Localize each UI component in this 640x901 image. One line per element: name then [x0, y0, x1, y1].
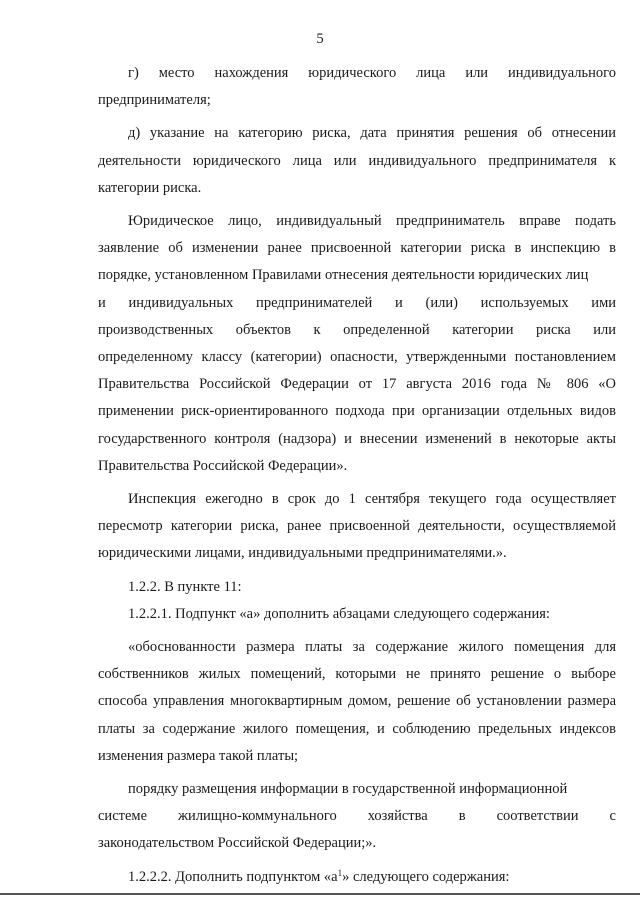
document-body	[98, 60, 616, 891]
paragraph-legal-entity-1: Юридическое лицо, индивидуальный предприниматель вправе подать заявление об изменении ранее присвоенной категории риска в инспекцию в порядке, установленном Правилами отнесения деятельности юридических лиц	[98, 213, 616, 284]
paragraph-info-placement-spread: системе жилищно-коммунального хозяйства в соответствии с	[98, 808, 616, 825]
paragraph-legal-entity-2: определенному классу (категории) опасности, утвержденными постановлением Правительства Российской Федерации от 17 августа 2016 года № 806 «О применении риск-ориентированного подхода при организации отдельных видов государственного контроля (надзора) и внесении изменений в некоторые акты Правительства Российской Федерации».	[98, 349, 616, 474]
paragraph-inspection: Инспекция ежегодно в срок до 1 сентября текущего года осуществляет пересмотр категории риска, ранее присвоенной деятельности, осуществляемой юридическими лицами, индивидуальными предпринимателями.».	[98, 491, 616, 562]
paragraph-1-2-2-1: 1.2.2.1. Подпункт «а» дополнить абзацами следующего содержания:	[128, 605, 550, 622]
paragraph-d: д) указание на категорию риска, дата принятия решения об отнесении деятельности юридического лица или индивидуального предпринимателя к категории риска.	[98, 125, 616, 196]
paragraph-legal-entity-spread-1: и индивидуальных предпринимателей и (или) используемых ими	[98, 294, 616, 311]
paragraph-quote-justification: «обоснованности размера платы за содержание жилого помещения для собственников жилых помещений, которыми не принято решение о выборе способа управления многоквартирным домом, решение об установлении размера платы за содержание жилого помещения, и соблюдению предельных индексов изменения размера такой платы;	[98, 639, 616, 764]
page-number: 5	[316, 31, 324, 47]
paragraph-info-placement-1: порядку размещения информации в государственной информационной	[128, 781, 568, 798]
paragraph-1-2-2-2-tail: » следующего содержания:	[342, 868, 510, 885]
bottom-divider	[0, 893, 640, 895]
superscript-index: 1	[337, 867, 343, 878]
paragraph-info-placement-2: законодательством Российской Федерации;».	[98, 835, 377, 852]
paragraph-legal-entity-spread-2: производственных объектов к определенной категории риска или	[98, 321, 616, 338]
paragraph-1-2-2-2	[98, 864, 616, 891]
paragraph-g-line1: г) место нахождения юридического лица или индивидуального	[128, 65, 616, 81]
paragraph-g-line2: предпринимателя;	[98, 92, 211, 109]
paragraph-1-2-2: 1.2.2. В пункте 11:	[128, 578, 242, 595]
paragraph-1-2-2-2-text: 1.2.2.2. Дополнить подпунктом «а	[128, 868, 338, 885]
